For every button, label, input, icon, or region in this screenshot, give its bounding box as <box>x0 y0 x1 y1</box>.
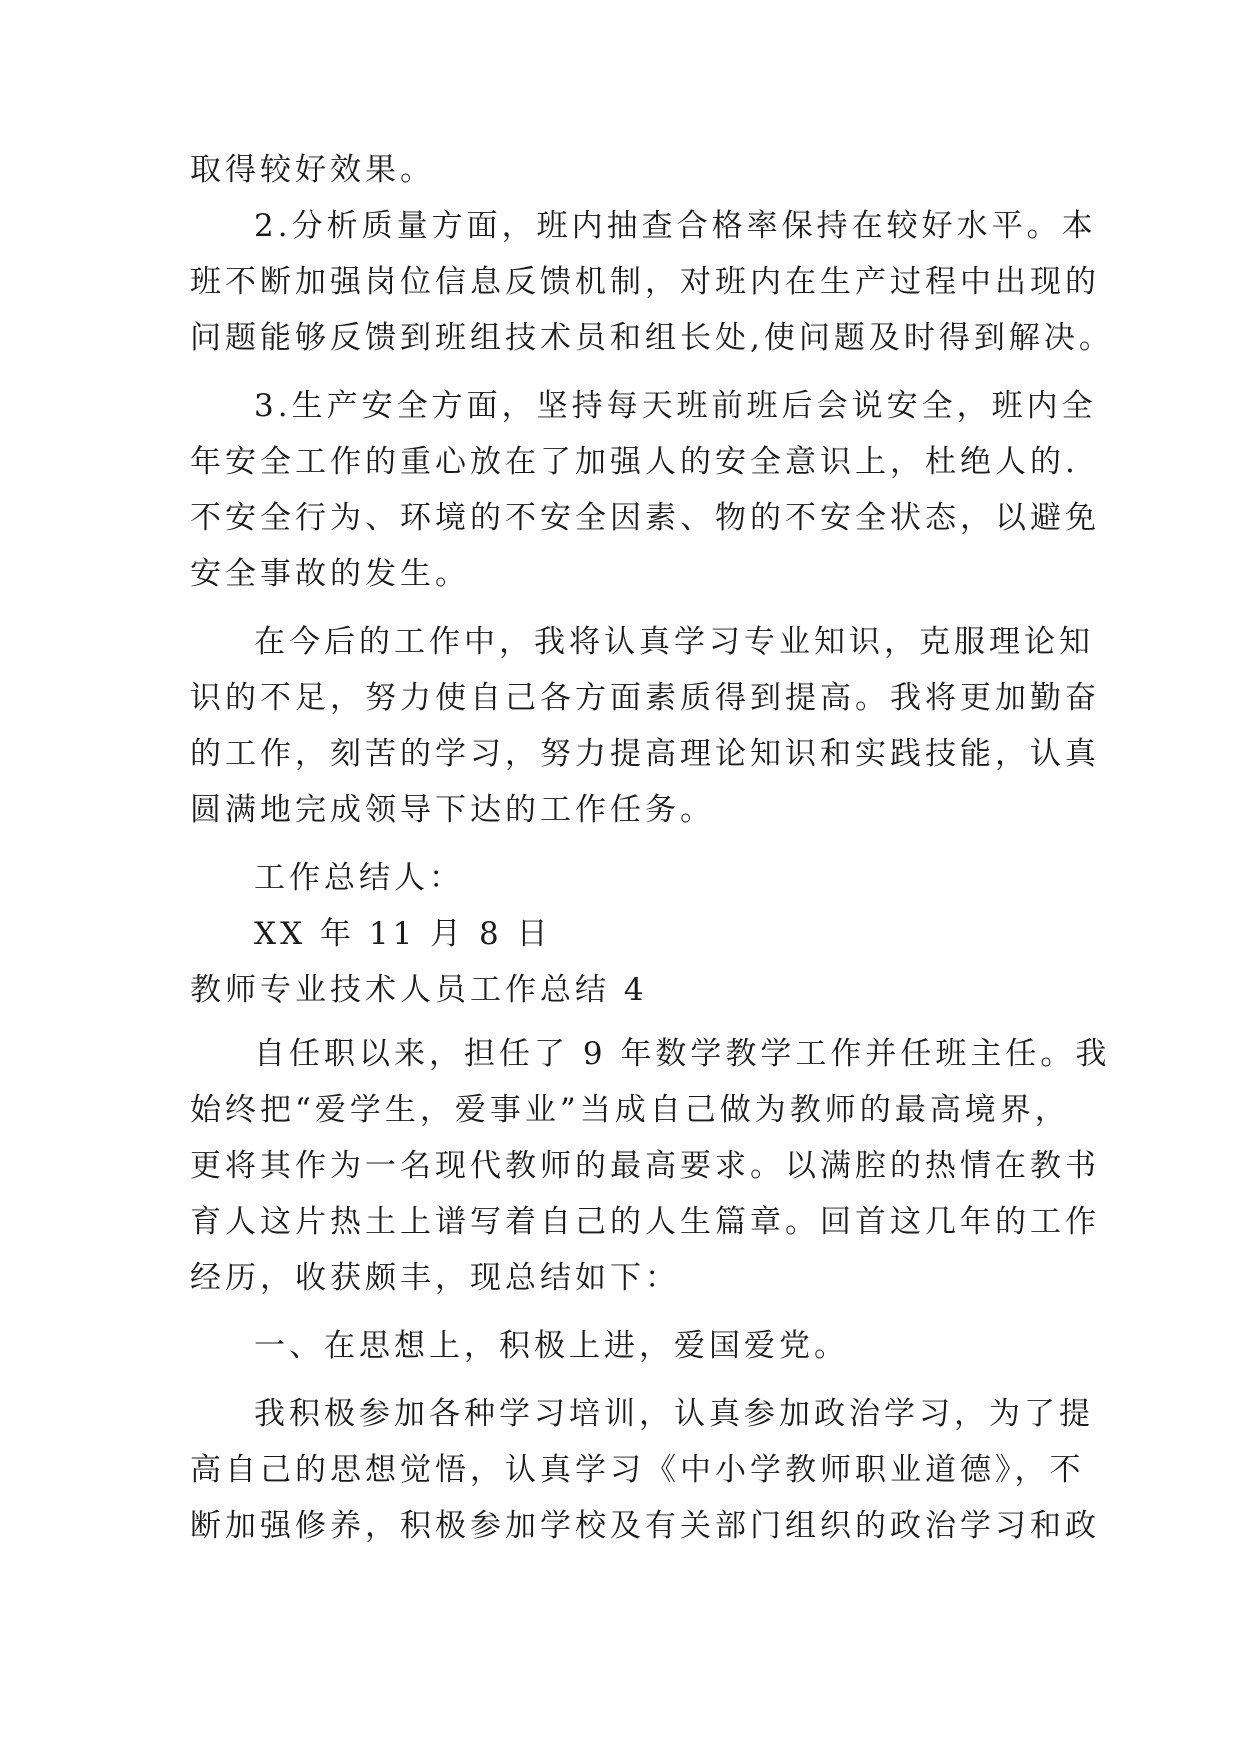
text-line: 育人这片热土上谱写着自己的人生篇章。回首这几年的工作 <box>190 1204 1100 1240</box>
text-line: 取得较好效果。 <box>190 152 435 188</box>
text-line: 经历，收获颇丰，现总结如下： <box>190 1260 680 1296</box>
text-line: 不安全行为、环境的不安全因素、物的不安全状态，以避免 <box>190 500 1100 536</box>
text-line: 自任职以来，担任了 9 年数学教学工作并任班主任。我 <box>254 1036 1111 1072</box>
text-line: 在今后的工作中，我将认真学习专业知识，克服理论知 <box>254 624 1094 660</box>
text-line: 安全事故的发生。 <box>190 556 470 592</box>
text-line: 2.分析质量方面，班内抽查合格率保持在较好水平。本 <box>254 208 1097 244</box>
subsection-heading: 一、在思想上，积极上进，爱国爱党。 <box>254 1328 849 1364</box>
text-line: 圆满地完成领导下达的工作任务。 <box>190 792 715 828</box>
text-line: 我积极参加各种学习培训，认真参加政治学习，为了提 <box>254 1396 1094 1432</box>
section-title: 教师专业技术人员工作总结 4 <box>190 972 648 1008</box>
signature-label: 工作总结人： <box>254 860 464 896</box>
text-line: 班不断加强岗位信息反馈机制，对班内在生产过程中出现的 <box>190 264 1100 300</box>
text-line: 年安全工作的重心放在了加强人的安全意识上，杜绝人的. <box>190 444 1079 480</box>
text-line: 识的不足，努力使自己各方面素质得到提高。我将更加勤奋 <box>190 680 1100 716</box>
text-line: 3.生产安全方面，坚持每天班前班后会说安全，班内全 <box>254 388 1097 424</box>
text-line: 问题能够反馈到班组技术员和组长处,使问题及时得到解决。 <box>190 320 1114 356</box>
text-line: 的工作，刻苦的学习，努力提高理论知识和实践技能，认真 <box>190 736 1100 772</box>
text-line: 断加强修养，积极参加学校及有关部门组织的政治学习和政 <box>190 1508 1100 1544</box>
signature-date: XX 年 11 月 8 日 <box>254 916 552 952</box>
text-line: 始终把“爱学生，爱事业”当成自己做为教师的最高境界， <box>190 1092 1070 1128</box>
text-line: 更将其作为一名现代教师的最高要求。以满腔的热情在教书 <box>190 1148 1100 1184</box>
text-line: 高自己的思想觉悟，认真学习《中小学教师职业道德》，不 <box>190 1452 1085 1488</box>
